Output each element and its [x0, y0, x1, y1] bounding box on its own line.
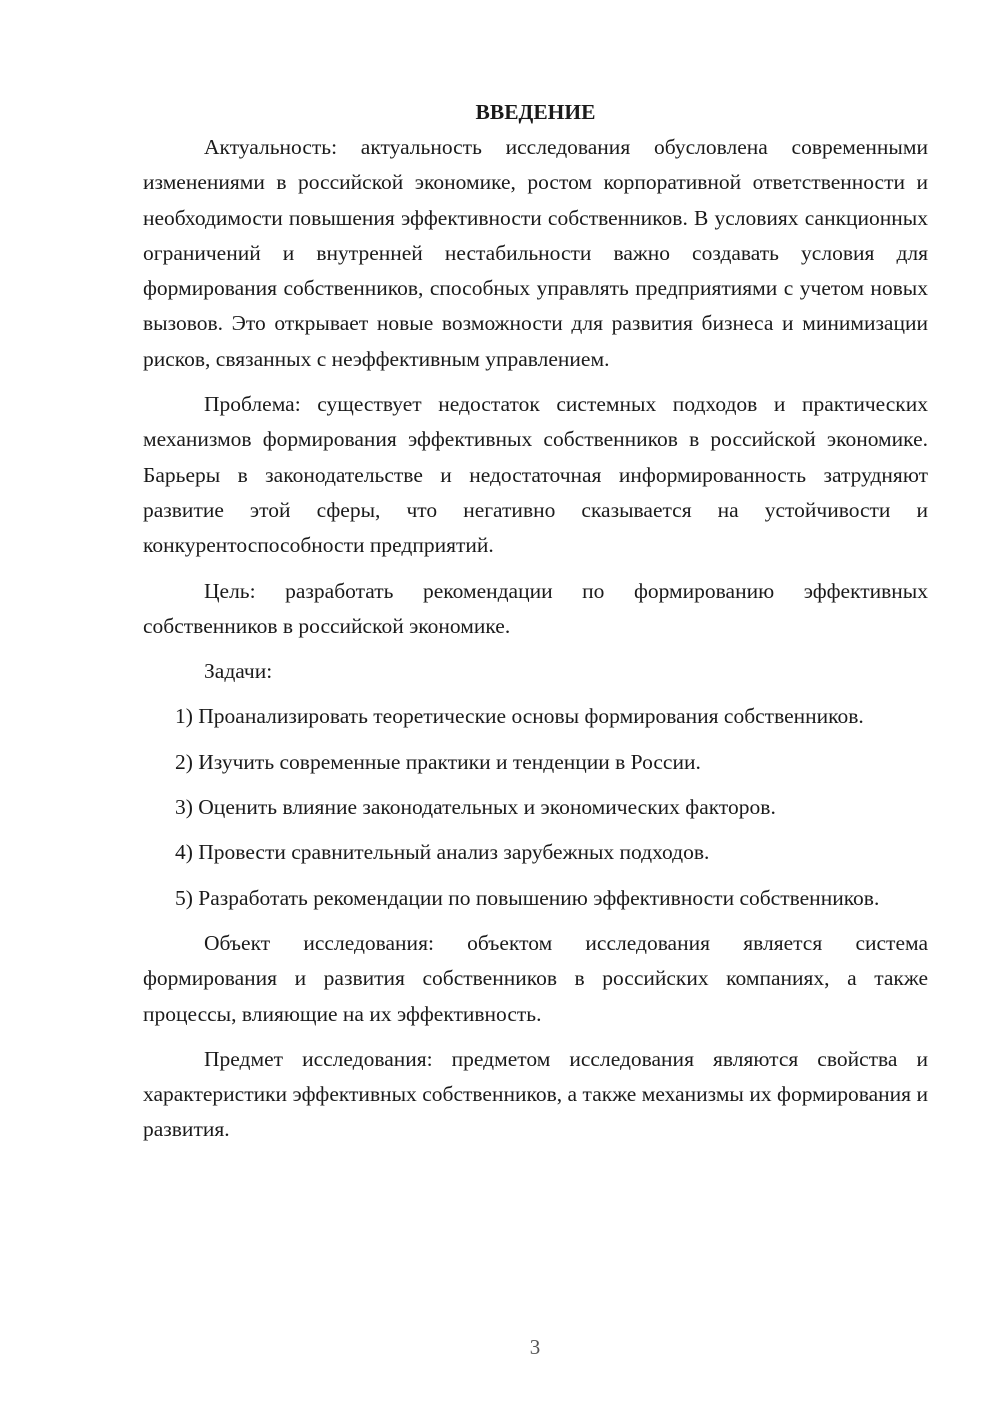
- list-item: 3) Оценить влияние законодательных и экономических факторов.: [175, 795, 776, 820]
- list-item: 5) Разработать рекомендации по повышению эффективности собственников.: [175, 885, 880, 910]
- list-item: 2) Изучить современные практики и тенденции в России.: [175, 749, 701, 774]
- tasks-heading: Задачи:: [204, 659, 273, 684]
- goal-paragraph: Цель: разработать рекомендации по формированию эффективных собственников в российской экономике.: [143, 578, 928, 638]
- relevance-paragraph: Актуальность: актуальность исследования обусловлена современными изменениями в российской экономике, ростом корпоративной ответственности и необходимости повышения эффективности собственников. В условиях санкционных ограничений и внутренней нестабильности важно создавать условия для формирования собственников, способных управлять предприятиями с учетом новых вызовов. Это открывает новые возможности для развития бизнеса и минимизации рисков, связанных с неэффективным управлением.: [143, 135, 928, 371]
- page-content: [143, 95, 928, 1148]
- problem-paragraph: Проблема: существует недостаток системных подходов и практических механизмов формирования эффективных собственников в российской экономике. Барьеры в законодательстве и недостаточная информированность затрудняют развитие этой сферы, что негативно сказывается на устойчивости и конкурентоспособности предприятий.: [143, 392, 928, 558]
- subject-paragraph: Предмет исследования: предметом исследования являются свойства и характеристики эффективных собственников, а также механизмы их формирования и развития.: [143, 1046, 928, 1142]
- page-number: 3: [529, 1335, 541, 1359]
- list-item: 1) Проанализировать теоретические основы формирования собственников.: [175, 704, 864, 729]
- object-paragraph: Объект исследования: объектом исследования является система формирования и развития собственников в российских компаниях, а также процессы, влияющие на их эффективность.: [143, 930, 928, 1026]
- tasks-list: [143, 699, 928, 915]
- page-title: ВВЕДЕНИЕ: [475, 100, 596, 124]
- list-item: 4) Провести сравнительный анализ зарубежных подходов.: [175, 840, 710, 865]
